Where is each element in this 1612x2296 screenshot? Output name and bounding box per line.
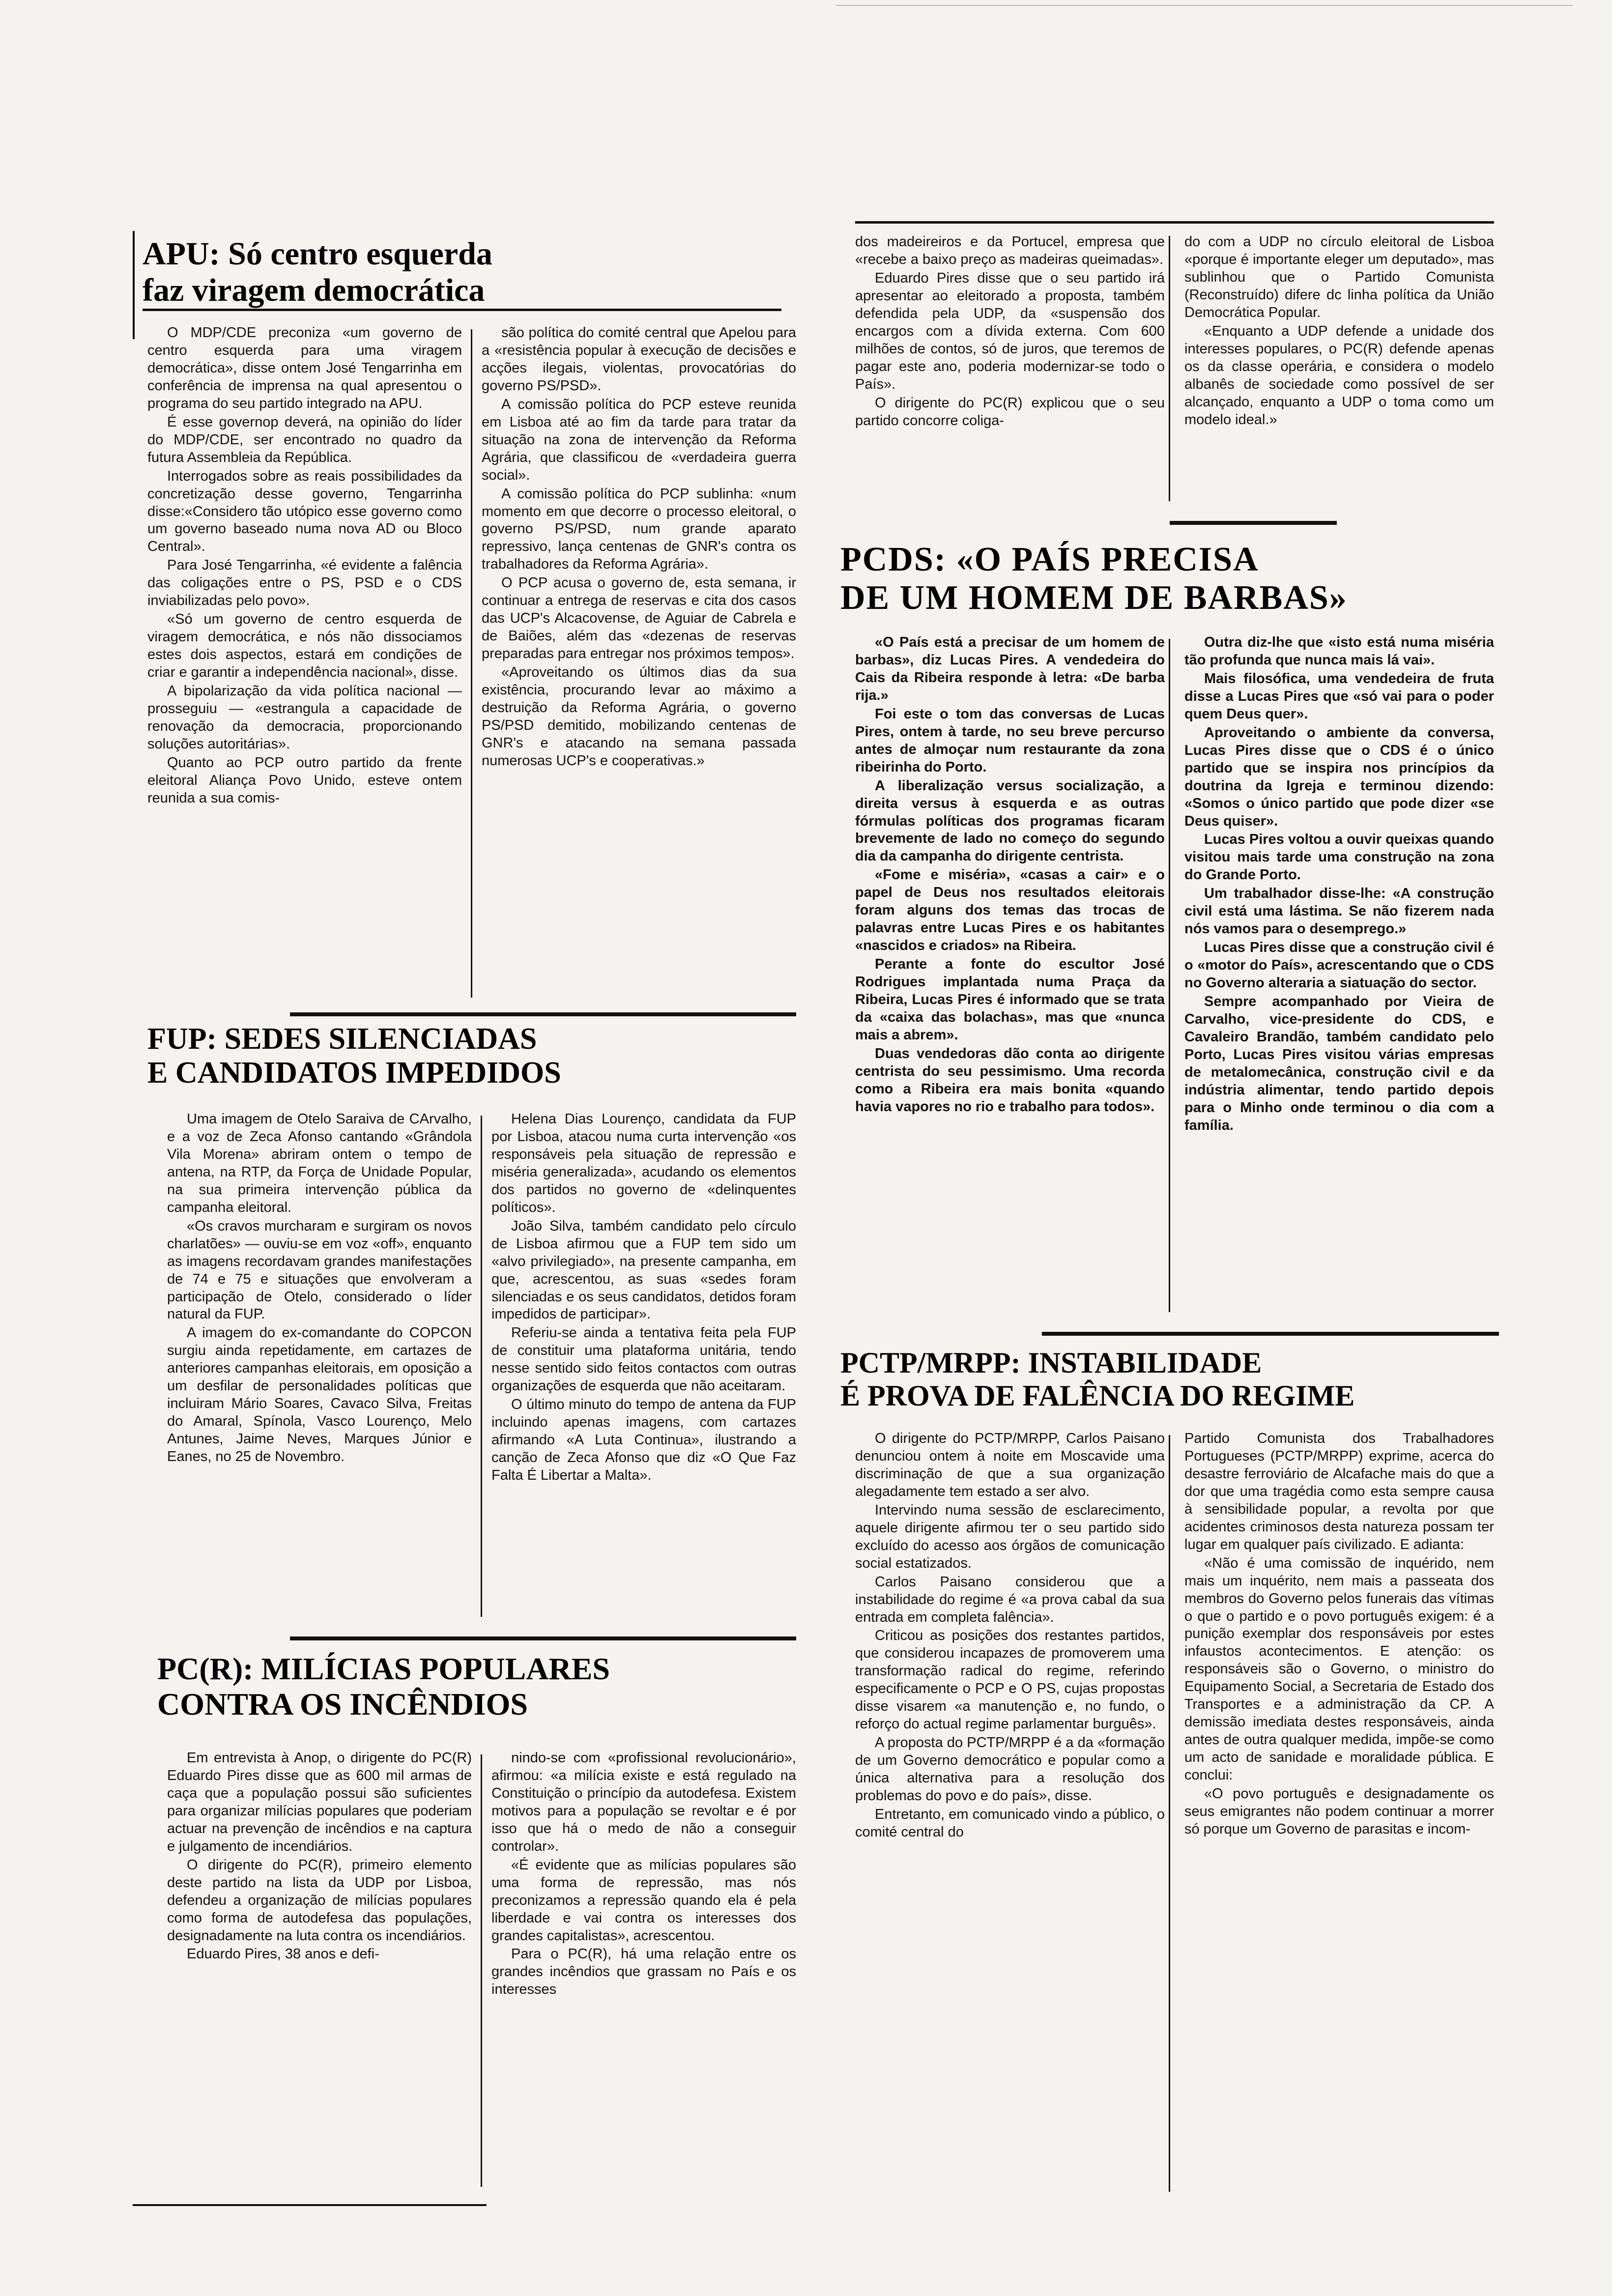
apu-title-line-2: faz viragem democrática (143, 272, 485, 308)
pcds-column-2 (1184, 634, 1494, 1317)
paragraph: Para o PC(R), há uma relação entre os grandes incêndios que grassam no País e os interesses (491, 1946, 796, 1998)
pctp-column-2 (1184, 1430, 1494, 2197)
paragraph: Intervindo numa sessão de esclarecimento, aquele dirigente afirmou ter o seu partido sido excluído do acesso aos órgãos de comunicação social estatizados. (855, 1502, 1165, 1571)
paragraph: Criticou as posições dos restantes partidos, que considerou incapazes de promoverem uma transformação radical do regime, referindo especificamente o PCP e O PS, cujas propostas disse visarem «a manutenção e, no fundo, o reforço do actual regime parlamentar burguês». (855, 1628, 1165, 1732)
paragraph: Em entrevista à Anop, o dirigente do PC(R) Eduardo Pires disse que as 600 mil armas de caça que a população possui são suficientes para organizar milícias populares que poderiam actuar na prevenção de incêndios e na captura e julgamento de incendiários. (167, 1750, 472, 1854)
pctp-top-rule (1042, 1332, 1499, 1336)
paragraph: Helena Dias Lourenço, candidata da FUP por Lisboa, atacou numa curta intervenção «os responsáveis pela situação de repressão e miséria generalizada», acudando os elementos dos partidos no governo de «delinquentes políticos». (491, 1111, 796, 1215)
paragraph: Lucas Pires voltou a ouvir queixas quando visitou mais tarde uma construção na zona do Grande Porto. (1184, 832, 1494, 883)
column-separator (481, 1754, 482, 2187)
paragraph: «É evidente que as milícias populares são uma forma de repressão, mas nós preconizamos a repressão quando ela é pela liberdade e vai contra os interesses dos grandes capitalistas», acrescentou. (491, 1857, 796, 1944)
pcds-body (855, 634, 1494, 1317)
pcds-title-line-1: PCDS: «O PAÍS PRECISA (840, 541, 1259, 578)
paragraph: «Não é uma comissão de inquérido, nem mais um inquérito, nem mais a passeata dos membros do Governo pelos funerais das vítimas o que o partido e o povo português exigem: é a punição exemplar dos responsáveis por estes infaustos acontecimentos. E atenção: os responsáveis são o Governo, o ministro do Equipamento Social, a Secretaria de Estado dos Transportes e a administração da CP. A demissão imediata destes responsáveis, ainda antes de outra qualquer medida, impõe-se como um acto de sanidade e moralidade pública. E conclui: (1184, 1555, 1494, 1783)
paragraph: O PCP acusa o governo de, esta semana, ir continuar a entrega de reservas e cita dos casos das UCP's Alcacovense, de Aguiar de Cabrela e de Baiões, além das «dezenas de reservas preparadas para entregar nos próximos tempos». (482, 575, 796, 662)
paragraph: O dirigente do PCTP/MRPP, Carlos Paisano denunciou ontem à noite em Moscavide uma discriminação de que a sua organização alegadamente tem estado a ser alvo. (855, 1431, 1165, 1499)
paragraph: A liberalização versus socialização, a direita versus à esquerda e as outras fórmulas políticas dos programas ficaram brevemente de lado no começo do segundo dia da campanha do dirigente centrista. (855, 777, 1165, 864)
pctp-body (855, 1430, 1494, 2197)
paragraph: nindo-se com «profissional revolucionário», afirmou: «a milícia existe e está regulado na Constituição o princípio da autodefesa. Existem motivos para a população se revoltar e é por isso que há o medo de não a conseguir controlar». (491, 1750, 796, 1854)
paragraph: são política do comité central que Apelou para a «resistência popular à execução de decisões e acções ilegais, violentas, provocatórias do governo PS/PSD». (482, 325, 796, 394)
scan-artifact (835, 5, 1573, 6)
paragraph: dos madeireiros e da Portucel, empresa que «recebe a baixo preço as madeiras queimadas». (855, 234, 1165, 267)
pcds-title-line-2: DE UM HOMEM DE BARBAS» (840, 579, 1348, 617)
fup-column-2 (491, 1111, 796, 1622)
paragraph: Mais filosófica, uma vendedeira de fruta disse a Lucas Pires que «só vai para o poder quem Deus quer». (1184, 670, 1494, 722)
paragraph: «Enquanto a UDP defende a unidade dos interesses populares, o PC(R) defende apenas os da classe operária, e considera o modelo albanês de sociedade como possível de ser alcançado, enquanto a UDP o toma como um modelo ideal.» (1184, 323, 1494, 428)
continued-body (855, 233, 1494, 509)
paragraph: Carlos Paisano considerou que a instabilidade do regime é «a prova cabal da sua entrada em completa falência». (855, 1574, 1165, 1625)
paragraph: «Fome e miséria», «casas a cair» e o papel de Deus nos resultados eleitorais foram alguns dos temas das trocas de palavras entre Lucas Pires e os habitantes «nascidos e criados» na Ribeira. (855, 867, 1165, 954)
column-separator (1169, 639, 1170, 1312)
paragraph: Duas vendedoras dão conta ao dirigente centrista do seu pessimismo. Uma recorda como a Ribeira era mais bonita «quando havia vapores no rio e trabalho para todos». (855, 1045, 1165, 1115)
apu-title-line-1: APU: Só centro esquerda (143, 236, 492, 272)
paragraph: Outra diz-lhe que «isto está numa miséria tão profunda que nunca mais lá vai». (1184, 634, 1494, 668)
paragraph: Entretanto, em comunicado vindo a público, o comité central do (855, 1807, 1165, 1840)
pcr-title-line-2: CONTRA OS INCÊNDIOS (157, 1686, 528, 1722)
fup-title-line-2: E CANDIDATOS IMPEDIDOS (147, 1056, 561, 1090)
paragraph: O dirigente do PC(R) explicou que o seu partido concorre coliga- (855, 395, 1165, 429)
pctp-title-line-2: É PROVA DE FALÊNCIA DO REGIME (840, 1379, 1355, 1412)
apu-column-1 (147, 324, 462, 1003)
top-right-rule (855, 221, 1494, 224)
continued-column-2 (1184, 233, 1494, 509)
paragraph: A proposta do PCTP/MRPP é a da «formação de um Governo democrático e popular como a única alternativa para a resolução dos problemas do povo e do país», disse. (855, 1735, 1165, 1804)
column-separator (1169, 236, 1170, 501)
fup-column-1 (167, 1111, 472, 1622)
pcr-title-line-1: PC(R): MILÍCIAS POPULARES (157, 1651, 610, 1686)
paragraph: «Só um governo de centro esquerda de viragem democrática, e nós não dissociamos estes dois aspectos, estará em condições de criar e garantir a independência nacional», disse. (147, 611, 462, 681)
paragraph: «Os cravos murcharam e surgiram os novos charlatões» — ouviu-se em voz «off», enquanto as imagens recordavam grandes manifestações de 74 e 75 e situações que envolveram a participação de Otelo, considerado o líder natural da FUP. (167, 1218, 472, 1322)
paragraph: «O País está a precisar de um homem de barbas», diz Lucas Pires. A vendedeira do Cais da Ribeira responde à letra: «De barba rija.» (855, 634, 1165, 703)
column-separator (481, 1116, 482, 1617)
paragraph: «O povo português e designadamente os seus emigrantes não podem continuar a morrer só porque um Governo de parasitas e incom- (1184, 1786, 1494, 1837)
paragraph: O último minuto do tempo de antena da FUP incluindo apenas imagens, com cartazes afirmando «A Luta Continua», ilustrando a canção de Zeca Afonso que diz «O Que Faz Falta É Libertar a Malta». (491, 1397, 796, 1484)
pctp-column-1 (855, 1430, 1165, 2197)
paragraph: A comissão política do PCP sublinha: «num momento em que decorre o processo eleitoral, o governo PS/PSD, num grande aparato repressivo, lança centenas de GNR's contra os trabalhadores da Reforma Agrária». (482, 486, 796, 573)
paragraph: Um trabalhador disse-lhe: «A construção civil está uma lástima. Se não fizerem nada nós vamos para o desemprego.» (1184, 886, 1494, 937)
pcr-title (157, 1651, 796, 1735)
paragraph: Eduardo Pires, 38 anos e defi- (187, 1946, 379, 1962)
apu-column-2 (482, 324, 796, 1003)
column-separator (1169, 1435, 1170, 2192)
paragraph: Eduardo Pires disse que o seu partido irá apresentar ao eleitorado a proposta, também defendida pela UDP, da «suspensão dos encargos com a dívida externa. Com 600 milhões de contos, só de juros, que teremos de pagar este ano, poderia modernizar-se todo o País». (855, 270, 1165, 392)
paragraph: Lucas Pires disse que a construção civil é o «motor do País», acrescentando que o CDS no Governo alteraria a siatuação do sector. (1184, 940, 1494, 991)
paragraph: Foi este o tom das conversas de Lucas Pires, ontem à tarde, no seu breve percurso antes de almoçar num restaurante da zona ribeirinha do Porto. (855, 706, 1165, 775)
pcr-column-1 (167, 1750, 472, 2192)
paragraph: Partido Comunista dos Trabalhadores Portugueses (PCTP/MRPP) exprime, acerca do desastre ferroviário de Alcafache mais do que a dor que uma tragédia como esta sempre causa à sensibilidade popular, a revolta por que acidentes criminosos desta natureza possam ter lugar em qualquer país civilizado. E adianta: (1184, 1431, 1494, 1552)
pcds-top-rule (1170, 521, 1337, 525)
column-separator (471, 329, 472, 998)
paragraph: Sempre acompanhado por Vieira de Carvalho, vice-presidente do CDS, e Cavaleiro Brandão, também candidato pelo Porto, Lucas Pires visitou várias empresas de metalomecânica, construção civil e da indústria alimentar, tendo partido depois para o Minho onde terminou o dia com a família. (1184, 994, 1494, 1133)
pcds-column-1 (855, 634, 1165, 1317)
pcr-bottom-rule (133, 2204, 487, 2206)
pcr-column-2 (491, 1750, 796, 2192)
paragraph: A bipolarização da vida política nacional — prosseguiu — «estrangula a capacidade de renovação da democracia, proporcionando soluções autoritárias». (147, 683, 462, 752)
apu-title (143, 236, 791, 308)
paragraph: Referiu-se ainda a tentativa feita pela FUP de constituir uma plataforma unitária, tendo nesse sentido sido feitos contactos com outras organizações de esquerda que não aceitaram. (491, 1325, 796, 1394)
paragraph: Aproveitando o ambiente da conversa, Lucas Pires disse que o CDS é o único partido que se inspira nos princípios da doutrina da Igreja e terminou dizendo: «Somos o único partido que pode dizer «se Deus quiser». (1184, 724, 1494, 829)
paragraph: Perante a fonte do escultor José Rodrigues implantada numa Praça da Ribeira, Lucas Pires é informado que se trata da «caixa das bolachas», mas que «nunca mais a abrem». (855, 956, 1165, 1043)
paragraph: Quanto ao PCP outro partido da frente eleitoral Aliança Povo Unido, esteve ontem reunida a sua comis- (147, 754, 462, 806)
fup-title-line-1: FUP: SEDES SILENCIADAS (147, 1022, 537, 1056)
paragraph: Para José Tengarrinha, «é evidente a falência das coligações entre o PS, PSD e o CDS inviabilizadas pelo povo». (147, 557, 462, 609)
paragraph: O MDP/CDE preconiza «um governo de centro esquerda para uma viragem democrática», disse ontem José Tengarrinha em conferência de imprensa na qual apresentou o programa do seu partido integrado na APU. (147, 325, 462, 411)
fup-title (147, 1022, 796, 1101)
paragraph: «Aproveitando os últimos dias da sua existência, procurando levar ao máximo a destruição da Reforma Agrária, o governo PS/PSD demitido, mobilizando centenas de GNR's e atacando na semana passada numerosas UCP's e cooperativas.» (482, 664, 796, 769)
paragraph: Interrogados sobre as reais possibilidades da concretização desse governo, Tengarrinha disse:«Considero tão utópico esse governo como um governo baseado numa nova AD ou Bloco Central». (147, 468, 462, 555)
pcds-title (840, 541, 1499, 629)
pctp-title-line-1: PCTP/MRPP: INSTABILIDADE (840, 1347, 1262, 1379)
apu-title-rule (143, 309, 781, 311)
paragraph: A comissão política do PCP esteve reunida em Lisboa até ao fim da tarde para tratar da situação na zona de intervenção da Reforma Agrária, que classificou de «verdadeira guerra social». (482, 396, 796, 483)
paragraph: A imagem do ex-comandante do COPCON surgiu ainda repetidamente, em cartazes de anteriores campanhas eleitorais, em oposição a um desfilar de personalidades políticas que incluiram Mário Soares, Cavaco Silva, Freitas do Amaral, Spínola, Vasco Lourenço, Melo Antunes, Jaime Neves, Marques Júnior e Eanes, no 25 de Novembro. (167, 1325, 472, 1465)
apu-side-rule (133, 231, 135, 339)
pcr-top-rule (290, 1636, 796, 1640)
paragraph: João Silva, também candidato pelo círculo de Lisboa afirmou que a FUP tem sido um «alvo privilegiado», na presente campanha, em que, acrescentou, as suas «sedes foram silenciadas e os seus candidatos, detidos foram impedidos de participar». (491, 1218, 796, 1322)
paragraph: É esse governop deverá, na opinião do líder do MDP/CDE, ser encontrado no quadro da futura Assembleia da República. (147, 414, 462, 465)
fup-top-rule (290, 1012, 796, 1016)
pctp-title (840, 1347, 1499, 1425)
paragraph: do com a UDP no círculo eleitoral de Lisboa «porque é importante eleger um deputado», mas sublinhou que o Partido Comunista (Reconstruído) difere dc linha política da União Democrática Popular. (1184, 234, 1494, 320)
paragraph: Uma imagem de Otelo Saraiva de CArvalho, e a voz de Zeca Afonso cantando «Grândola Vila Morena» abriram ontem o tempo de antena, na RTP, da Força de Unidade Popular, na sua primeira intervenção pública da campanha eleitoral. (167, 1111, 472, 1215)
continued-column-1 (855, 233, 1165, 509)
paragraph: O dirigente do PC(R), primeiro elemento deste partido na lista da UDP por Lisboa, defendeu a organização de milícias populares como forma de autodefesa das populações, designadamente na luta contra os incendiários. (167, 1857, 472, 1944)
